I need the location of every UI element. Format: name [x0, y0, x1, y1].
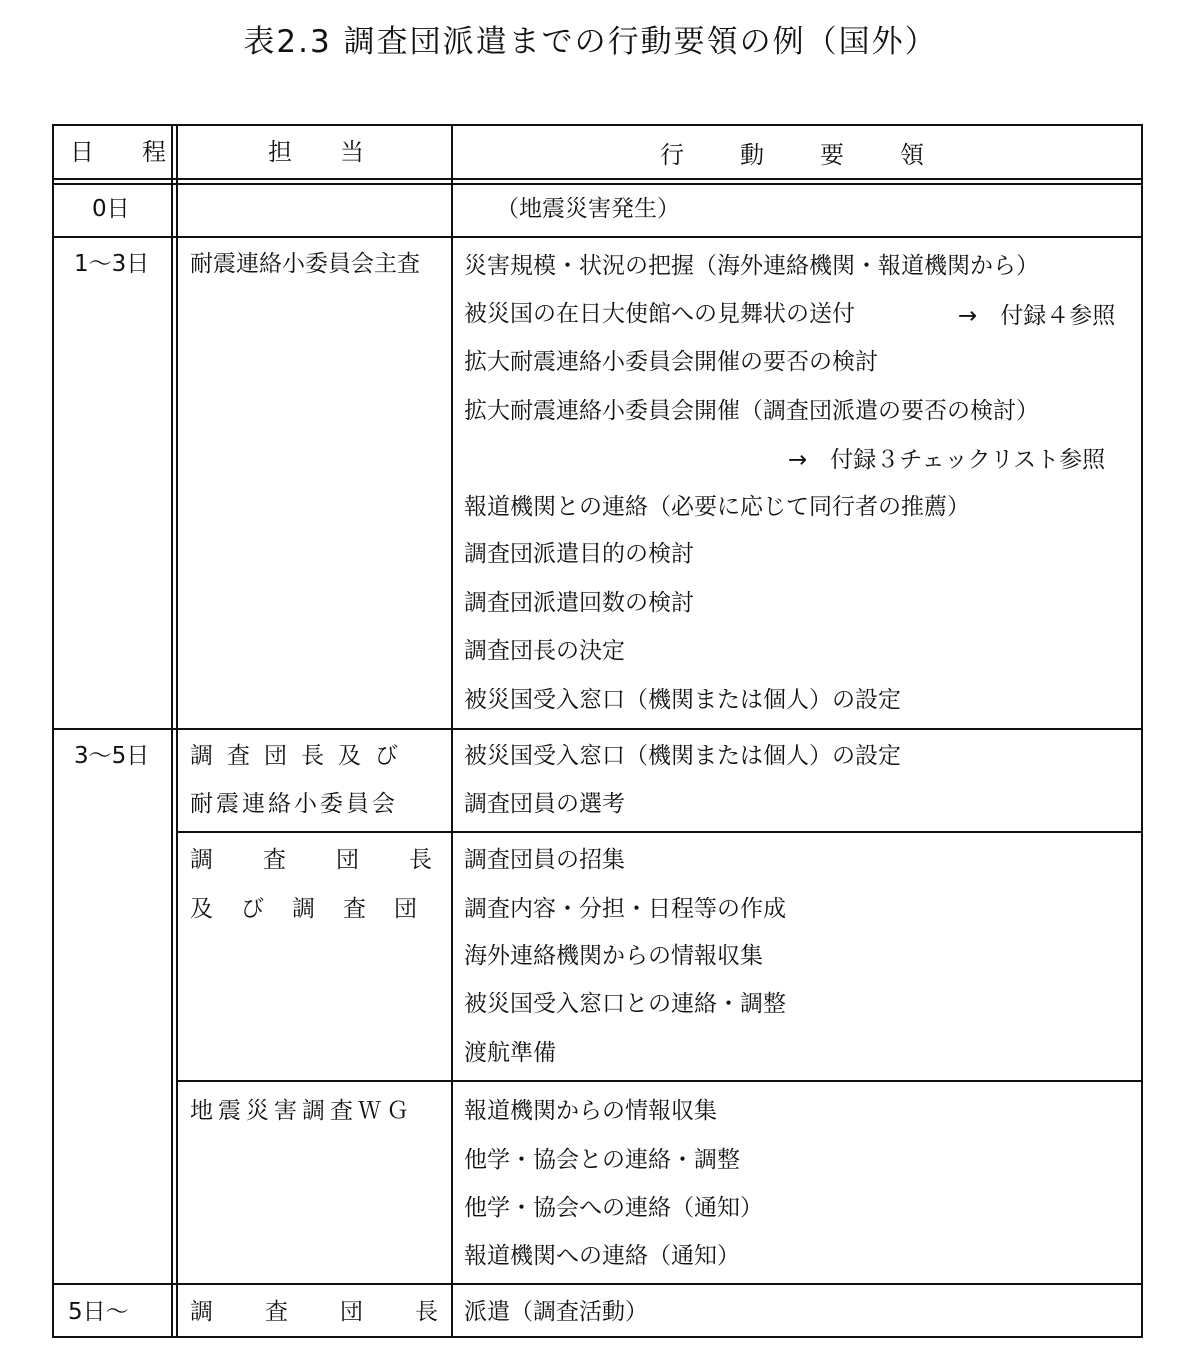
row2-group1-action-0: 調査団員の招集	[464, 847, 625, 873]
row1-action-6: 調査団派遣目的の検討	[464, 541, 694, 567]
row3-action-0: 派遣（調査活動）	[464, 1299, 648, 1325]
header-assignee: 担 当	[268, 138, 376, 166]
header-rule-b	[52, 183, 1143, 185]
header-schedule: 日 程	[70, 138, 178, 166]
row1-action-9: 被災国受入窓口（機関または個人）の設定	[464, 687, 901, 713]
row2-group2-action-0: 報道機関からの情報収集	[464, 1098, 717, 1124]
row1-ref-1: → 付録３チェックリスト参照	[788, 447, 1106, 473]
row1-schedule: 1〜3日	[74, 251, 150, 277]
row2-group1-action-4: 渡航準備	[464, 1040, 556, 1066]
row3-assignee: 調査団長	[190, 1299, 490, 1325]
row1-action-3: 拡大耐震連絡小委員会開催（調査団派遣の要否の検討）	[464, 398, 1039, 424]
page-title: 表2.3 調査団派遣までの行動要領の例（国外）	[243, 24, 938, 60]
row2-group1-assignee-0: 調査団長	[190, 847, 482, 873]
header-rule-a	[52, 178, 1143, 180]
row3-schedule: 5日〜	[68, 1299, 129, 1325]
group-rule-1	[176, 831, 1143, 833]
row2-group1-action-2: 海外連絡機関からの情報収集	[464, 943, 763, 969]
row1-action-8: 調査団長の決定	[464, 638, 625, 664]
col-rule-2	[451, 124, 453, 1338]
row2-group2-action-3: 報道機関への連絡（通知）	[464, 1243, 740, 1269]
row0-action-0: （地震災害発生）	[496, 196, 680, 222]
row2-group1-action-3: 被災国受入窓口との連絡・調整	[464, 991, 786, 1017]
row-rule-0	[52, 236, 1143, 238]
row1-action-5: 報道機関との連絡（必要に応じて同行者の推薦）	[464, 494, 970, 520]
row2-group0-assignee-0: 調査団長及び	[190, 743, 412, 769]
row1-action-2: 拡大耐震連絡小委員会開催の要否の検討	[464, 349, 878, 375]
row2-group2-action-1: 他学・協会との連絡・調整	[464, 1147, 740, 1173]
row1-action-1: 被災国の在日大使館への見舞状の送付	[464, 301, 855, 327]
row2-group2-action-2: 他学・協会への連絡（通知）	[464, 1195, 763, 1221]
col-rule-1b	[176, 124, 178, 1338]
header-action: 行 動 要 領	[660, 141, 940, 169]
row0-schedule: 0日	[92, 196, 130, 222]
row2-group2-assignee-0: 地震災害調査ＷＧ	[190, 1098, 414, 1124]
row1-ref-0: → 付録４参照	[958, 303, 1116, 329]
row2-group1-assignee-1: 及び調査団	[190, 896, 445, 922]
row-rule-2	[52, 1283, 1143, 1285]
row2-group0-assignee-1: 耐震連絡小委員会	[190, 791, 398, 817]
row-rule-1	[52, 728, 1143, 730]
row2-group0-action-1: 調査団員の選考	[464, 791, 625, 817]
row2-group1-action-1: 調査内容・分担・日程等の作成	[464, 896, 786, 922]
col-rule-1a	[171, 124, 173, 1338]
group-rule-2	[176, 1080, 1143, 1082]
row2-group0-action-0: 被災国受入窓口（機関または個人）の設定	[464, 743, 901, 769]
row1-action-0: 災害規模・状況の把握（海外連絡機関・報道機関から）	[464, 253, 1039, 279]
row1-assignee: 耐震連絡小委員会主査	[190, 251, 420, 277]
row1-action-7: 調査団派遣回数の検討	[464, 590, 694, 616]
row2-schedule: 3〜5日	[74, 743, 150, 769]
